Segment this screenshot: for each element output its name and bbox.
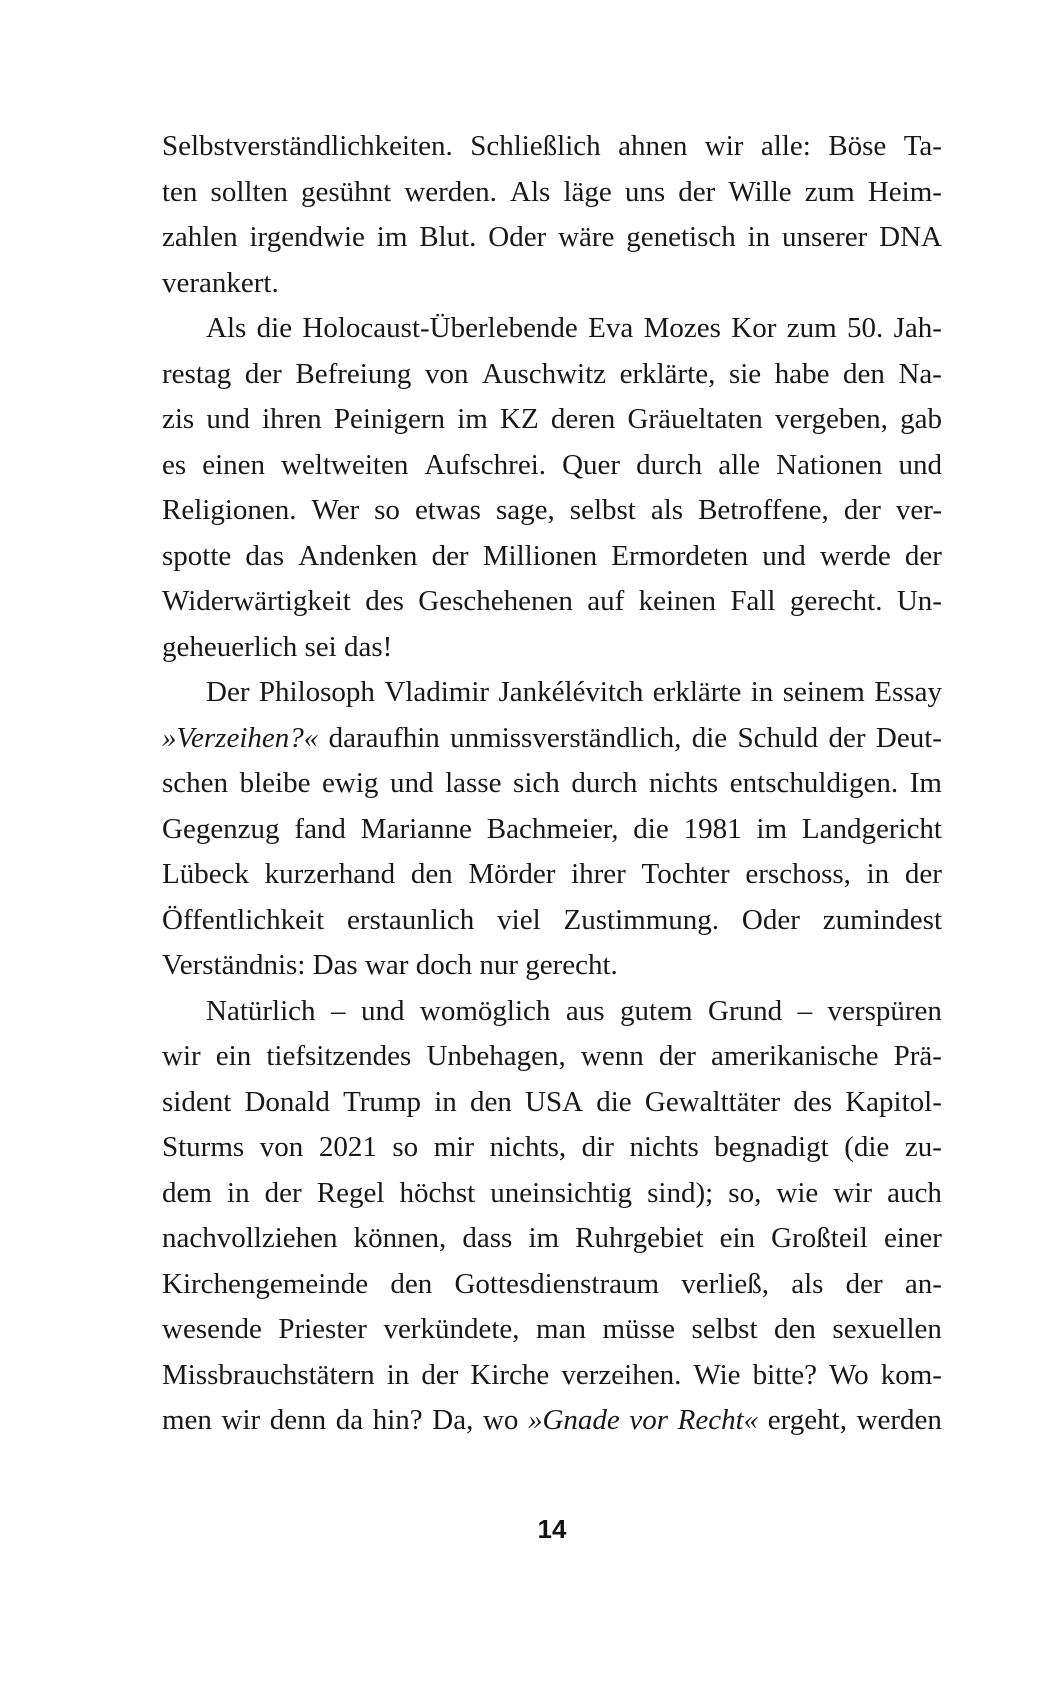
word: die bbox=[691, 721, 728, 754]
word: Heim- bbox=[867, 175, 942, 208]
word: der bbox=[904, 858, 942, 890]
word: Ermordeten bbox=[611, 539, 749, 572]
word: auch bbox=[887, 1176, 942, 1209]
word: man bbox=[536, 1313, 586, 1345]
word: zum bbox=[786, 312, 837, 344]
word: 2021 bbox=[318, 1131, 377, 1163]
word: weltweiten bbox=[281, 448, 409, 481]
word: Schließlich bbox=[470, 130, 601, 162]
text-line bbox=[162, 1307, 942, 1353]
word: – bbox=[797, 994, 813, 1027]
word: begnadigt bbox=[714, 1131, 829, 1163]
word: durch bbox=[571, 767, 638, 799]
word: Aufschrei. bbox=[424, 448, 546, 481]
word: Als bbox=[510, 175, 551, 208]
word: im bbox=[528, 1222, 560, 1254]
word: Essay bbox=[874, 676, 942, 708]
word: lasse bbox=[445, 767, 502, 799]
word: Ta- bbox=[903, 130, 942, 162]
word: (die bbox=[844, 1131, 890, 1163]
word: spotte bbox=[162, 539, 232, 572]
word: in bbox=[866, 858, 890, 890]
word: entschuldigen. bbox=[729, 767, 899, 799]
word: ten bbox=[162, 175, 198, 208]
text-segment: Verständnis: Das war doch nur gerecht. bbox=[162, 949, 618, 981]
text-line bbox=[162, 352, 942, 398]
word: Trump bbox=[343, 1085, 421, 1118]
text-line bbox=[162, 170, 942, 216]
word: Schuld bbox=[737, 721, 819, 754]
word: Da, bbox=[432, 1404, 474, 1436]
word: selbst bbox=[569, 494, 636, 526]
word: ihren bbox=[262, 403, 322, 435]
text-line bbox=[162, 306, 942, 352]
word: von bbox=[424, 357, 469, 390]
word: wäre bbox=[558, 221, 615, 253]
word: Betroffene, bbox=[698, 494, 829, 526]
word: USA bbox=[525, 1085, 584, 1118]
word: die bbox=[633, 812, 669, 845]
word: tiefsitzendes bbox=[266, 1040, 412, 1072]
word: die bbox=[256, 312, 293, 344]
word: womöglich bbox=[419, 994, 551, 1027]
word: Quer bbox=[562, 448, 621, 481]
text-line bbox=[162, 215, 942, 261]
word: kom- bbox=[880, 1358, 942, 1391]
word: ihrer bbox=[571, 858, 626, 890]
word: wenn bbox=[580, 1040, 644, 1072]
word: genetisch bbox=[626, 221, 736, 253]
word: Kor bbox=[731, 312, 777, 344]
word: zahlen bbox=[162, 221, 238, 253]
word: Missbrauchstätern bbox=[162, 1358, 375, 1391]
word: als bbox=[791, 1267, 824, 1300]
word: kurzerhand bbox=[264, 858, 396, 890]
word: sexuellen bbox=[832, 1313, 942, 1345]
word: selbst bbox=[691, 1313, 758, 1345]
word: den bbox=[469, 1085, 512, 1118]
word: sollten bbox=[210, 175, 288, 208]
word: men bbox=[162, 1404, 212, 1436]
word: müsse bbox=[602, 1313, 675, 1345]
word: und bbox=[390, 767, 434, 799]
word: vor bbox=[629, 1404, 669, 1436]
word: da bbox=[335, 1404, 364, 1436]
text-line bbox=[162, 1080, 942, 1126]
word: verließ, bbox=[681, 1267, 770, 1300]
word: Deut- bbox=[875, 721, 942, 754]
word: »Gnade bbox=[527, 1404, 620, 1436]
word: des bbox=[365, 585, 404, 617]
word: ein bbox=[215, 1040, 252, 1072]
word: gesühnt bbox=[301, 175, 392, 208]
word: einer bbox=[883, 1222, 942, 1254]
word: wo bbox=[482, 1404, 519, 1436]
word: erstaunlich bbox=[347, 903, 475, 936]
word: so, bbox=[728, 1176, 762, 1209]
word: in bbox=[747, 221, 771, 253]
word: bleibe bbox=[239, 767, 311, 799]
text-line bbox=[162, 443, 942, 489]
paragraph bbox=[162, 124, 942, 306]
word: von bbox=[259, 1131, 304, 1163]
word: – bbox=[330, 994, 346, 1027]
word: Holocaust-Überlebende bbox=[302, 312, 578, 344]
page-text bbox=[162, 124, 942, 1444]
word: ewig bbox=[322, 767, 379, 799]
word: und bbox=[898, 448, 942, 481]
word: durch bbox=[636, 448, 703, 481]
word: Wille bbox=[728, 175, 792, 208]
word: Tochter bbox=[641, 858, 730, 890]
word: Der bbox=[206, 676, 250, 708]
word: Nationen bbox=[776, 448, 883, 481]
word: gerecht. bbox=[789, 585, 883, 617]
text-line bbox=[162, 1353, 942, 1399]
word: verkündete, bbox=[383, 1313, 520, 1345]
word: der bbox=[431, 539, 469, 572]
word: der bbox=[845, 1267, 883, 1300]
word: Auschwitz bbox=[482, 357, 607, 390]
word: höchst bbox=[399, 1176, 476, 1209]
word: zis bbox=[162, 403, 195, 435]
word: erschoss, bbox=[745, 858, 851, 890]
word: Prä- bbox=[893, 1040, 942, 1072]
text-line bbox=[162, 1262, 942, 1308]
word: Sturms bbox=[162, 1131, 245, 1163]
word: und bbox=[360, 994, 405, 1027]
word: den bbox=[390, 1267, 433, 1300]
word: deren bbox=[550, 403, 616, 435]
word: im bbox=[376, 221, 408, 253]
word: Blut. bbox=[419, 221, 477, 253]
word: werden bbox=[856, 1404, 942, 1436]
word: Natürlich bbox=[206, 994, 316, 1027]
word: Jankélévitch bbox=[498, 676, 644, 708]
word: sich bbox=[513, 767, 560, 799]
word: der bbox=[264, 1176, 302, 1209]
word: der bbox=[244, 357, 282, 390]
word: Im bbox=[909, 767, 942, 799]
word: wir bbox=[162, 1040, 201, 1072]
word: Fall bbox=[730, 585, 776, 617]
word: der bbox=[904, 539, 942, 572]
word: alle: bbox=[760, 130, 811, 162]
word: Wie bbox=[693, 1358, 741, 1391]
word: gutem bbox=[620, 994, 693, 1027]
word: Vladimir bbox=[384, 676, 490, 708]
word: vergeben, bbox=[774, 403, 888, 435]
word: Philosoph bbox=[258, 676, 375, 708]
text-line bbox=[162, 1398, 942, 1444]
text-line bbox=[162, 943, 942, 989]
word: Kirche bbox=[470, 1358, 550, 1391]
word: der bbox=[843, 494, 881, 526]
word: habe bbox=[774, 357, 830, 390]
word: unmissverständlich, bbox=[450, 721, 682, 754]
word: des bbox=[793, 1085, 833, 1118]
word: Recht« bbox=[677, 1404, 759, 1436]
word: Regel bbox=[316, 1176, 385, 1209]
word: so bbox=[392, 1131, 419, 1163]
word: sident bbox=[162, 1085, 232, 1118]
text-line bbox=[162, 397, 942, 443]
word: Donald bbox=[244, 1085, 330, 1118]
word: Lübeck bbox=[162, 858, 249, 890]
word: Selbstverständlichkeiten. bbox=[162, 130, 453, 162]
word: Kirchengemeinde bbox=[162, 1267, 369, 1300]
text-line bbox=[162, 124, 942, 170]
word: als bbox=[650, 494, 684, 526]
word: werde bbox=[819, 539, 891, 572]
word: 50. bbox=[847, 312, 884, 344]
word: Zustimmung. bbox=[563, 903, 720, 936]
word: die bbox=[596, 1085, 632, 1118]
word: dass bbox=[462, 1222, 513, 1254]
word: KZ bbox=[500, 403, 539, 435]
word: etwas bbox=[414, 494, 481, 526]
word: denn bbox=[269, 1404, 327, 1436]
text-line bbox=[162, 579, 942, 625]
word: Befreiung bbox=[295, 357, 412, 390]
word: in bbox=[227, 1176, 250, 1209]
word: der bbox=[421, 1358, 459, 1391]
word: Jah- bbox=[893, 312, 942, 344]
word: in bbox=[750, 676, 774, 708]
word: Als bbox=[206, 312, 247, 344]
word: auf bbox=[587, 585, 625, 617]
word: den bbox=[774, 1313, 816, 1345]
word: es bbox=[162, 448, 187, 481]
word: und bbox=[206, 403, 250, 435]
word: Religionen. bbox=[162, 494, 297, 526]
word: nichts bbox=[648, 767, 719, 799]
word: zu- bbox=[904, 1131, 942, 1163]
word: Peinigern bbox=[333, 403, 446, 435]
word: im bbox=[457, 403, 488, 435]
word: Großteil bbox=[771, 1222, 868, 1254]
text-line bbox=[162, 488, 942, 534]
text-line bbox=[162, 534, 942, 580]
text-line bbox=[162, 1125, 942, 1171]
word: viel bbox=[497, 903, 541, 936]
word: den bbox=[410, 858, 453, 890]
word: amerikanische bbox=[710, 1040, 879, 1072]
word: verspüren bbox=[827, 994, 942, 1027]
word: restag bbox=[162, 357, 232, 390]
word: keinen bbox=[638, 585, 716, 617]
word: Bachmeier, bbox=[486, 812, 619, 845]
word: Landgericht bbox=[801, 812, 942, 845]
text-line bbox=[162, 807, 942, 853]
word: Gegenzug bbox=[162, 812, 280, 845]
word: ergeht, bbox=[767, 1404, 847, 1436]
word: Grund bbox=[708, 994, 783, 1027]
word: in bbox=[434, 1085, 457, 1118]
word: Mörder bbox=[468, 858, 556, 890]
word: Oder bbox=[488, 221, 547, 253]
word: Oder bbox=[741, 903, 800, 936]
word: werden. bbox=[404, 175, 497, 208]
word: zumindest bbox=[822, 903, 942, 936]
word: mir bbox=[433, 1131, 475, 1163]
word: in bbox=[386, 1358, 410, 1391]
word: gab bbox=[900, 403, 942, 435]
word: Priester bbox=[278, 1313, 367, 1345]
word: hin? bbox=[372, 1404, 423, 1436]
word: daraufhin bbox=[328, 721, 440, 754]
word: Gewalttäter bbox=[644, 1085, 781, 1118]
text-line bbox=[162, 716, 942, 762]
word: ein bbox=[719, 1222, 756, 1254]
word: Öffentlichkeit bbox=[162, 903, 325, 936]
word: der bbox=[658, 1040, 696, 1072]
word: Geschehenen bbox=[418, 585, 573, 617]
word: uns bbox=[624, 175, 666, 208]
text-line bbox=[162, 1171, 942, 1217]
word: ahnen bbox=[618, 130, 688, 162]
paragraph bbox=[162, 670, 942, 989]
word: einen bbox=[202, 448, 266, 481]
word: wesende bbox=[162, 1313, 262, 1345]
word: Gräueltaten bbox=[627, 403, 763, 435]
text-line bbox=[162, 761, 942, 807]
text-line bbox=[162, 625, 942, 671]
word: uneinsichtig bbox=[490, 1176, 633, 1209]
word: Unbehagen, bbox=[426, 1040, 566, 1072]
word: schen bbox=[162, 767, 229, 799]
word: sage, bbox=[495, 494, 555, 526]
text-line bbox=[162, 1034, 942, 1080]
word: Andenken bbox=[298, 539, 418, 572]
word: Wo bbox=[829, 1358, 869, 1391]
word: Kapitol- bbox=[845, 1085, 942, 1118]
word: sind); bbox=[647, 1176, 714, 1209]
text-line bbox=[162, 898, 942, 944]
word: Widerwärtigkeit bbox=[162, 585, 351, 617]
text-line bbox=[162, 989, 942, 1035]
word: läge bbox=[563, 175, 612, 208]
paragraph bbox=[162, 989, 942, 1444]
word: Eva bbox=[588, 312, 634, 344]
word: Un- bbox=[896, 585, 942, 617]
word: Wer bbox=[311, 494, 360, 526]
word: der bbox=[828, 721, 866, 754]
word: wir bbox=[221, 1404, 261, 1436]
word: verzeihen. bbox=[561, 1358, 682, 1391]
word: nachvollziehen bbox=[162, 1222, 338, 1254]
word: seinem bbox=[782, 676, 865, 708]
paragraph bbox=[162, 306, 942, 670]
text-segment: verankert. bbox=[162, 266, 279, 299]
word: dir bbox=[581, 1131, 614, 1163]
word: dem bbox=[162, 1176, 212, 1209]
text-segment: geheuerlich sei das! bbox=[162, 630, 393, 663]
word: unserer bbox=[781, 221, 868, 253]
word: wie bbox=[776, 1176, 819, 1209]
text-line bbox=[162, 261, 942, 307]
word: bitte? bbox=[752, 1358, 818, 1391]
word: Böse bbox=[828, 130, 887, 162]
word: und bbox=[762, 539, 806, 572]
word: Mozes bbox=[643, 312, 721, 344]
word: Na- bbox=[898, 357, 942, 390]
word: der bbox=[678, 175, 716, 208]
word: sie bbox=[728, 357, 762, 390]
word: können, bbox=[353, 1222, 447, 1254]
word: erklärte, bbox=[619, 357, 716, 390]
word: Marianne bbox=[360, 812, 472, 845]
word: wir bbox=[833, 1176, 873, 1209]
word: nichts bbox=[629, 1131, 699, 1163]
word: »Verzeihen?« bbox=[162, 721, 319, 754]
word: den bbox=[843, 357, 885, 390]
text-line bbox=[162, 852, 942, 898]
word: Millionen bbox=[482, 539, 598, 572]
word: alle bbox=[718, 448, 761, 481]
word: 1981 bbox=[683, 812, 742, 845]
word: das bbox=[245, 539, 285, 572]
word: Ruhrgebiet bbox=[575, 1222, 704, 1254]
word: erklärte bbox=[652, 676, 742, 708]
word: Gottesdienstraum bbox=[454, 1267, 660, 1300]
page-number: 14 bbox=[537, 1514, 567, 1544]
word: DNA bbox=[879, 221, 942, 253]
word: an- bbox=[904, 1267, 942, 1300]
word: aus bbox=[565, 994, 605, 1027]
word: so bbox=[374, 494, 400, 526]
word: im bbox=[756, 812, 788, 845]
word: nichts, bbox=[489, 1131, 567, 1163]
word: irgendwie bbox=[249, 221, 365, 253]
text-line bbox=[162, 1216, 942, 1262]
word: fand bbox=[294, 812, 346, 845]
word: wir bbox=[704, 130, 744, 162]
text-line bbox=[162, 670, 942, 716]
word: zum bbox=[804, 175, 855, 208]
word: ver- bbox=[895, 494, 942, 526]
